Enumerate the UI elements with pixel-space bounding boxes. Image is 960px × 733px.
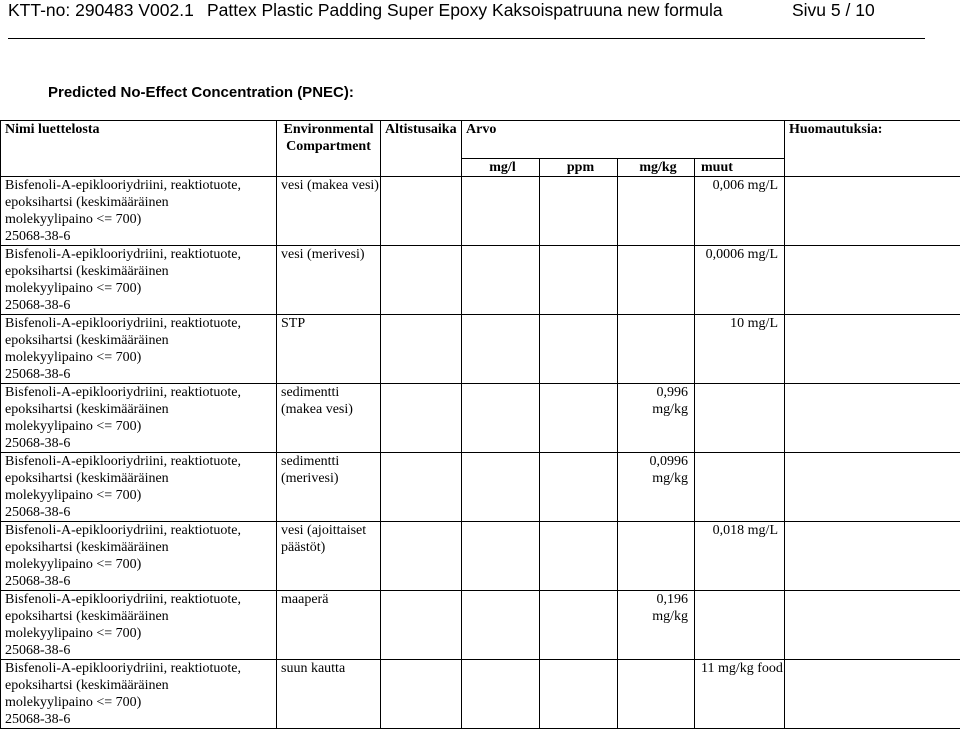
compartment-cell: suun kautta xyxy=(277,660,381,729)
header-remarks: Huomautuksia: xyxy=(785,121,960,177)
compartment-cell: vesi (merivesi) xyxy=(277,246,381,315)
other-cell: 0,006 mg/L xyxy=(695,177,785,246)
substance-name-line: Bisfenoli-A-epiklooriydriini, reaktiotuote, xyxy=(5,385,242,400)
substance-cell xyxy=(1,591,277,660)
substance-name-line: epoksihartsi (keskimääräinen xyxy=(5,264,169,279)
cas-number: 25068-38-6 xyxy=(5,505,71,520)
remarks-cell xyxy=(785,315,960,384)
mgkg-cell xyxy=(618,177,695,246)
ppm-cell xyxy=(540,384,618,453)
cas-number: 25068-38-6 xyxy=(5,229,71,244)
table-row xyxy=(1,315,960,384)
mgl-cell xyxy=(462,177,540,246)
exposure-cell xyxy=(381,384,462,453)
table-row xyxy=(1,246,960,315)
exposure-cell xyxy=(381,177,462,246)
exposure-cell xyxy=(381,522,462,591)
cas-number: 25068-38-6 xyxy=(5,712,71,727)
header-compartment: Environmental Compartment xyxy=(277,121,381,177)
substance-name-line: epoksihartsi (keskimääräinen xyxy=(5,333,169,348)
other-cell: 10 mg/L xyxy=(695,315,785,384)
table-row xyxy=(1,591,960,660)
other-cell: 11 mg/kg food xyxy=(695,660,785,729)
remarks-cell xyxy=(785,246,960,315)
substance-name-line: epoksihartsi (keskimääräinen xyxy=(5,471,169,486)
substance-name-line: molekyylipaino <= 700) xyxy=(5,281,142,296)
subheader-other: muut xyxy=(695,159,785,177)
substance-name-line: molekyylipaino <= 700) xyxy=(5,557,142,572)
mgl-cell xyxy=(462,453,540,522)
remarks-cell xyxy=(785,384,960,453)
cas-number: 25068-38-6 xyxy=(5,436,71,451)
mgkg-cell: 0,0996 mg/kg xyxy=(618,453,695,522)
mgkg-cell xyxy=(618,522,695,591)
exposure-cell xyxy=(381,453,462,522)
compartment-cell: vesi (makea vesi) xyxy=(277,177,381,246)
substance-name-line: epoksihartsi (keskimääräinen xyxy=(5,195,169,210)
substance-cell xyxy=(1,660,277,729)
substance-name-line: molekyylipaino <= 700) xyxy=(5,626,142,641)
compartment-cell: STP xyxy=(277,315,381,384)
compartment-cell: vesi (ajoittaiset päästöt) xyxy=(277,522,381,591)
substance-name-line: molekyylipaino <= 700) xyxy=(5,695,142,710)
substance-cell xyxy=(1,177,277,246)
substance-name-line: Bisfenoli-A-epiklooriydriini, reaktiotuote, xyxy=(5,592,242,607)
remarks-cell xyxy=(785,660,960,729)
pnec-table xyxy=(0,120,960,729)
header-divider xyxy=(8,38,925,39)
remarks-cell xyxy=(785,591,960,660)
table-header-row xyxy=(1,121,960,159)
other-cell xyxy=(695,453,785,522)
mgl-cell xyxy=(462,246,540,315)
mgl-cell xyxy=(462,384,540,453)
ppm-cell xyxy=(540,315,618,384)
substance-cell xyxy=(1,246,277,315)
substance-name-line: epoksihartsi (keskimääräinen xyxy=(5,609,169,624)
substance-name-line: Bisfenoli-A-epiklooriydriini, reaktiotuote, xyxy=(5,247,242,262)
substance-name-line: Bisfenoli-A-epiklooriydriini, reaktiotuote, xyxy=(5,661,242,676)
cas-number: 25068-38-6 xyxy=(5,298,71,313)
header-name: Nimi luettelosta xyxy=(1,121,277,177)
substance-name-line: epoksihartsi (keskimääräinen xyxy=(5,540,169,555)
substance-cell xyxy=(1,453,277,522)
cas-number: 25068-38-6 xyxy=(5,574,71,589)
remarks-cell xyxy=(785,522,960,591)
mgkg-cell: 0,996 mg/kg xyxy=(618,384,695,453)
exposure-cell xyxy=(381,591,462,660)
substance-cell xyxy=(1,315,277,384)
substance-name-line: Bisfenoli-A-epiklooriydriini, reaktiotuote, xyxy=(5,316,242,331)
substance-name-line: Bisfenoli-A-epiklooriydriini, reaktiotuote, xyxy=(5,454,242,469)
section-title: Predicted No-Effect Concentration (PNEC): xyxy=(48,84,354,101)
mgkg-cell: 0,196 mg/kg xyxy=(618,591,695,660)
ppm-cell xyxy=(540,660,618,729)
other-cell xyxy=(695,384,785,453)
table-row xyxy=(1,177,960,246)
substance-name-line: molekyylipaino <= 700) xyxy=(5,350,142,365)
header-value: Arvo xyxy=(462,121,785,159)
cas-number: 25068-38-6 xyxy=(5,367,71,382)
mgl-cell xyxy=(462,315,540,384)
other-cell xyxy=(695,591,785,660)
table-row xyxy=(1,522,960,591)
substance-name-line: molekyylipaino <= 700) xyxy=(5,212,142,227)
product-name: Pattex Plastic Padding Super Epoxy Kaksoispatruuna new formula xyxy=(207,0,723,20)
subheader-mgkg: mg/kg xyxy=(618,159,695,177)
compartment-cell: maaperä xyxy=(277,591,381,660)
mgkg-cell xyxy=(618,660,695,729)
exposure-cell xyxy=(381,246,462,315)
table-row xyxy=(1,384,960,453)
cas-number: 25068-38-6 xyxy=(5,643,71,658)
substance-name-line: molekyylipaino <= 700) xyxy=(5,488,142,503)
substance-name-line: epoksihartsi (keskimääräinen xyxy=(5,678,169,693)
ppm-cell xyxy=(540,591,618,660)
other-cell: 0,0006 mg/L xyxy=(695,246,785,315)
ppm-cell xyxy=(540,522,618,591)
subheader-ppm: ppm xyxy=(540,159,618,177)
substance-name-line: epoksihartsi (keskimääräinen xyxy=(5,402,169,417)
table-row xyxy=(1,453,960,522)
mgl-cell xyxy=(462,591,540,660)
table-row xyxy=(1,660,960,729)
remarks-cell xyxy=(785,177,960,246)
substance-name-line: Bisfenoli-A-epiklooriydriini, reaktiotuote, xyxy=(5,523,242,538)
ppm-cell xyxy=(540,177,618,246)
ppm-cell xyxy=(540,246,618,315)
header-exposure: Altistusaika xyxy=(381,121,462,177)
other-cell: 0,018 mg/L xyxy=(695,522,785,591)
substance-cell xyxy=(1,384,277,453)
exposure-cell xyxy=(381,315,462,384)
substance-name-line: molekyylipaino <= 700) xyxy=(5,419,142,434)
mgl-cell xyxy=(462,660,540,729)
page-number: Sivu 5 / 10 xyxy=(792,0,875,20)
compartment-cell: sedimentti (makea vesi) xyxy=(277,384,381,453)
exposure-cell xyxy=(381,660,462,729)
subheader-mgl: mg/l xyxy=(462,159,540,177)
compartment-cell: sedimentti (merivesi) xyxy=(277,453,381,522)
document-id: KTT-no: 290483 V002.1 xyxy=(8,0,194,20)
mgkg-cell xyxy=(618,246,695,315)
ppm-cell xyxy=(540,453,618,522)
mgl-cell xyxy=(462,522,540,591)
mgkg-cell xyxy=(618,315,695,384)
substance-cell xyxy=(1,522,277,591)
substance-name-line: Bisfenoli-A-epiklooriydriini, reaktiotuote, xyxy=(5,178,242,193)
remarks-cell xyxy=(785,453,960,522)
